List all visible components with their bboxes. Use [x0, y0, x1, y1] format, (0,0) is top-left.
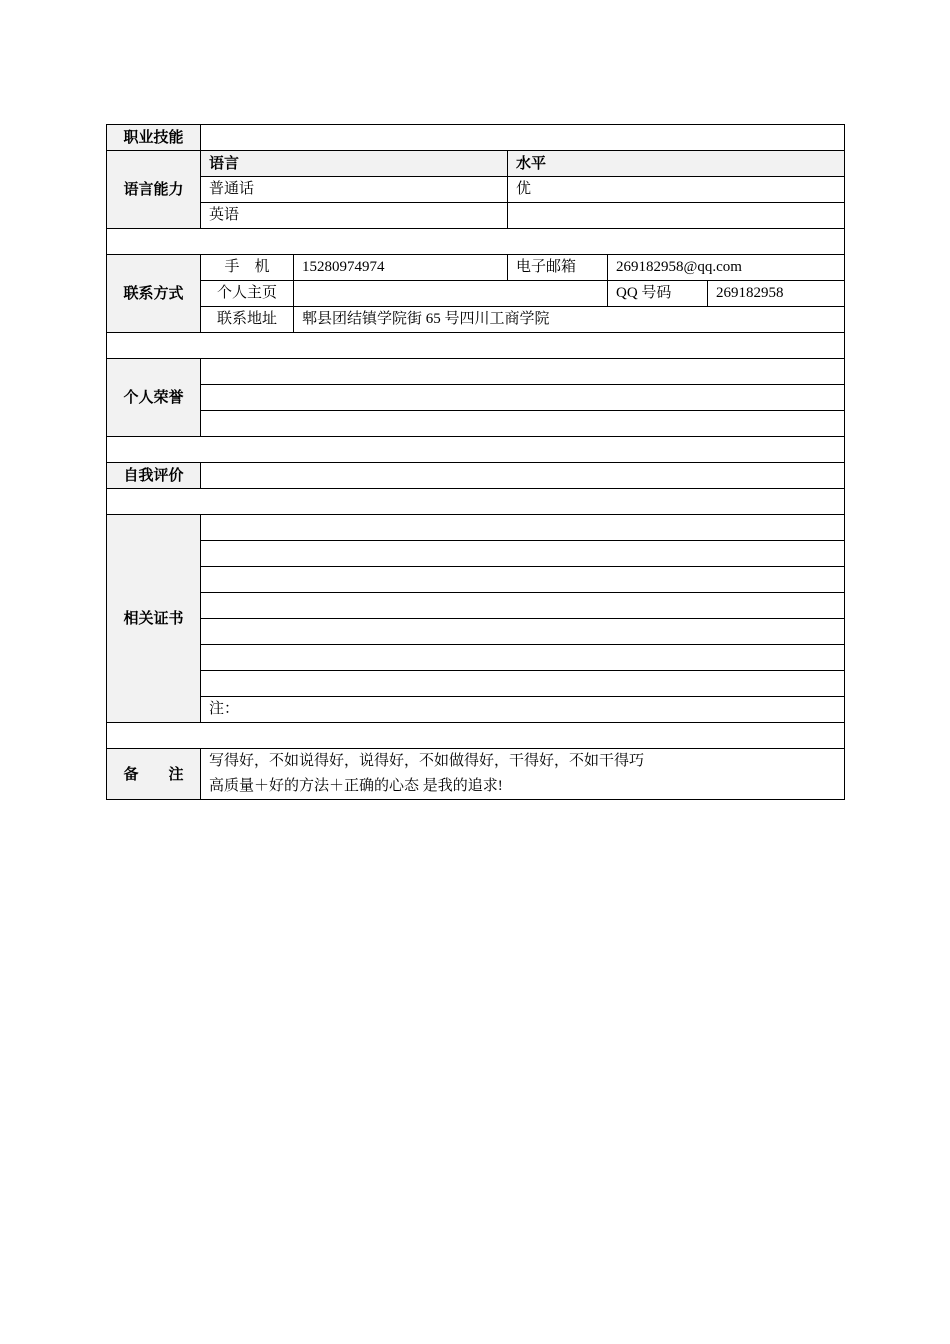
- memo-line-1: 写得好，不如说得好，说得好，不如做得好，干得好，不如干得巧: [209, 753, 645, 769]
- address-value: 郫县团结镇学院街 65 号四川工商学院: [294, 307, 845, 333]
- memo-label-left: 备: [123, 764, 139, 783]
- honor-cell: [201, 359, 845, 385]
- memo-row: [107, 749, 845, 800]
- spacer-row: [107, 723, 845, 749]
- email-label: 电子邮箱: [508, 255, 608, 281]
- certificate-row: [107, 645, 845, 671]
- resume-page: [106, 124, 844, 800]
- honor-row: [107, 359, 845, 385]
- memo-value: [201, 749, 845, 800]
- self-evaluation-value: [201, 463, 845, 489]
- skills-label: 职业技能: [107, 125, 201, 151]
- skills-value: [201, 125, 845, 151]
- resume-table: [106, 124, 845, 800]
- honor-row: [107, 411, 845, 437]
- certificate-cell: [201, 645, 845, 671]
- homepage-label: 个人主页: [201, 281, 294, 307]
- spacer-cell: [107, 229, 845, 255]
- certificate-row: [107, 567, 845, 593]
- certificate-note: 注：: [201, 697, 845, 723]
- language-level: 优: [508, 177, 845, 203]
- language-label: 语言能力: [107, 151, 201, 229]
- language-name: 英语: [201, 203, 508, 229]
- phone-label: 手 机: [201, 255, 294, 281]
- certificate-row: [107, 541, 845, 567]
- language-column-header: 语言: [201, 151, 508, 177]
- spacer-row: [107, 229, 845, 255]
- qq-label: QQ 号码: [608, 281, 708, 307]
- certificate-cell: [201, 515, 845, 541]
- spacer-cell: [107, 437, 845, 463]
- certificate-note-row: [107, 697, 845, 723]
- certificate-row: [107, 593, 845, 619]
- contact-row-address: [107, 307, 845, 333]
- certificate-cell: [201, 593, 845, 619]
- certificate-row: [107, 515, 845, 541]
- address-label: 联系地址: [201, 307, 294, 333]
- contact-row-homepage: [107, 281, 845, 307]
- honor-cell: [201, 411, 845, 437]
- certificate-cell: [201, 567, 845, 593]
- phone-value: 15280974974: [294, 255, 508, 281]
- memo-label: [107, 749, 201, 800]
- certificate-cell: [201, 671, 845, 697]
- skills-row: [107, 125, 845, 151]
- certificate-cell: [201, 541, 845, 567]
- self-evaluation-label: 自我评价: [107, 463, 201, 489]
- certificate-row: [107, 619, 845, 645]
- memo-label-right: 注: [168, 764, 184, 783]
- spacer-cell: [107, 723, 845, 749]
- language-level: [508, 203, 845, 229]
- spacer-row: [107, 489, 845, 515]
- certificate-row: [107, 671, 845, 697]
- language-row: [107, 203, 845, 229]
- language-name: 普通话: [201, 177, 508, 203]
- homepage-value: [294, 281, 608, 307]
- level-column-header: 水平: [508, 151, 845, 177]
- email-value: 269182958@qq.com: [608, 255, 845, 281]
- spacer-cell: [107, 489, 845, 515]
- spacer-row: [107, 333, 845, 359]
- honor-cell: [201, 385, 845, 411]
- contact-row-phone: [107, 255, 845, 281]
- qq-value: 269182958: [708, 281, 845, 307]
- honor-row: [107, 385, 845, 411]
- spacer-cell: [107, 333, 845, 359]
- certificate-cell: [201, 619, 845, 645]
- language-header-row: [107, 151, 845, 177]
- spacer-row: [107, 437, 845, 463]
- honors-label: 个人荣誉: [107, 359, 201, 437]
- contact-label: 联系方式: [107, 255, 201, 333]
- certificates-label: 相关证书: [107, 515, 201, 723]
- memo-line-2: 高质量＋好的方法＋正确的心态 是我的追求!: [209, 778, 503, 794]
- language-row: [107, 177, 845, 203]
- self-evaluation-row: [107, 463, 845, 489]
